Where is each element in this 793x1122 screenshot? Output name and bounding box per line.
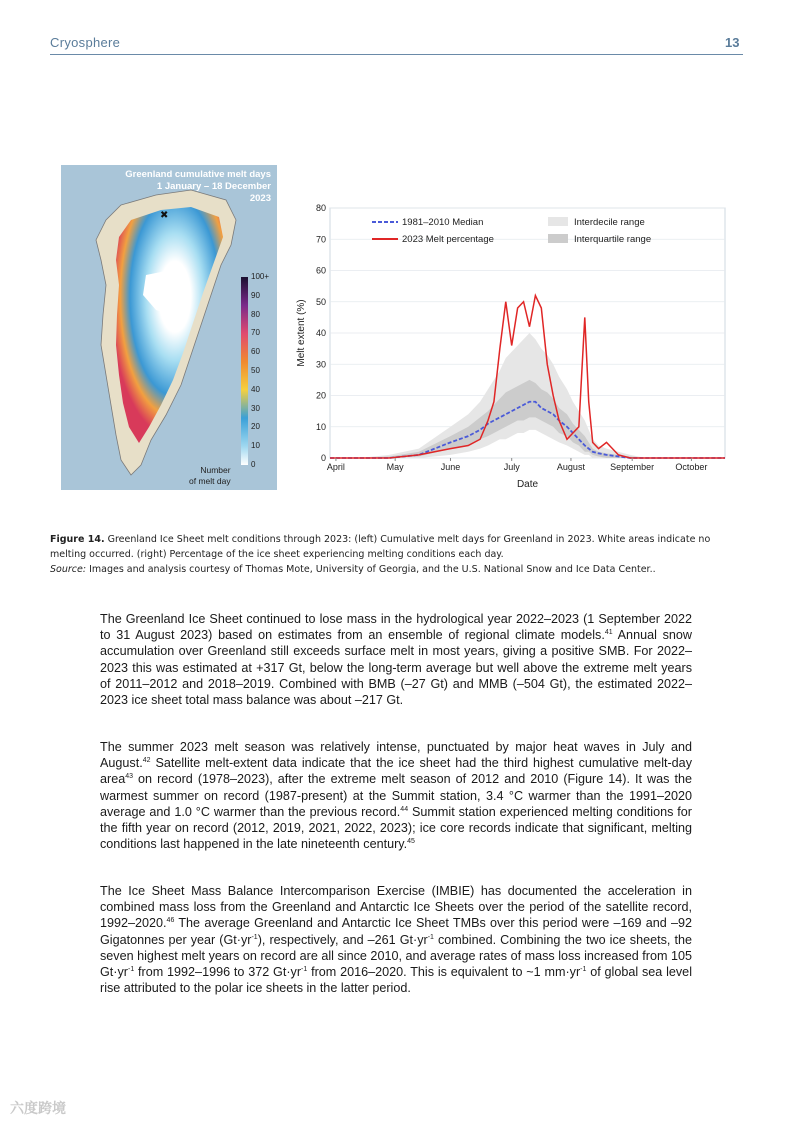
legend-2023-label: 2023 Melt percentage [402,234,494,245]
legend-tick-label: 0 [251,460,256,469]
y-tick-label: 20 [315,390,326,401]
legend-label-line-2: of melt day [189,476,231,486]
legend-tick-label: 50 [251,366,260,375]
x-tick-label: September [610,462,655,472]
x-axis-label: Date [516,479,539,490]
paragraph-2: The summer 2023 melt season was relatively intense, punctuated by major heat waves in July and August.$^{42}$ Satellite melt-extent data indicate that the ice sheet had the third highest cumulative melt-day area$^{43}$ on record (1978–2023), after the extreme melt season of 2012 and 2010 (Figure 14). It was the warmest summer on record (1987-present) at the Summit station, 3.4 °C warmer than the 1991–2020 average and 1.0 °C warmer than the previous record.$^{44}$ Summit station experienced melting conditions for the fifth year on record (2012, 2019, 2021, 2022, 2023); ice core records indicate that significant, melting conditions last happened in the late nineteenth century.$^{45}$ [100,740,692,852]
legend-label-line-1: Number [200,465,231,475]
y-tick-label: 10 [315,421,326,432]
legend-tick-label: 20 [251,422,260,432]
running-header-section: Cryosphere [50,35,121,50]
legend-tick-label: 60 [251,347,260,357]
figure-label: Figure 14. [50,534,105,545]
y-tick-label: 50 [315,296,326,307]
x-tick-label: April [326,462,345,472]
legend-interquartile-swatch [548,234,568,243]
figure-caption-text: Greenland Ice Sheet melt conditions through 2023: (left) Cumulative melt days for Greenland in 2023. White areas indicate no melting occurred. (right) Percentage of the ice sheet experiencing melting conditions each day. [50,534,711,560]
page-number: 13 [725,35,740,50]
greenland-melt-days-map [61,165,277,490]
legend-median-label: 1981–2010 Median [402,217,484,228]
y-axis-label: Melt extent (%) [296,299,307,367]
source-label: Source: [50,564,87,575]
y-tick-label: 0 [320,453,326,463]
legend-interdecile-label: Interdecile range [574,217,645,228]
y-tick-label: 30 [315,359,326,370]
map-title-line-1: Greenland cumulative melt days [125,169,271,180]
x-tick-label: August [556,462,585,472]
paragraph-3: The Ice Sheet Mass Balance Intercomparison Exercise (IMBIE) has documented the acceleration in combined mass loss from the Greenland and Antarctic Ice Sheets over the period of the satellite record, 1992–2020.46 The average Greenland and Antarctic Ice Sheet TMBs over this period were –169 and –92 Gigatonnes per year $(Gt\cdot yr^{-1})$, respectively, and –261 $Gt\cdot yr^{-1}$ combined. Combining the two ice sheets, the seven highest melt years on record are all since 2010, and average rates of mass loss increased from 105 $Gt\cdot yr^{-1}$ from 1992–1996 to 372 $Gt\cdot yr^{-1}$ from 2016–2020. This is equivalent to ~1 $mm\cdot yr^{-1}$ of global sea level rise attributed to the polar ice sheets in the latter period. [100,884,692,996]
legend-color-bar [241,277,248,465]
footnote-ref: 44 [400,805,409,813]
legend-tick-label: 40 [251,384,260,394]
map-graphic [61,165,277,490]
x-tick-label: July [503,462,520,472]
paragraph-1: The Greenland Ice Sheet continued to lose mass in the hydrological year 2022–2023 (1 September 2022 to 31 August 2023) based on estimates from an ensemble of regional climate models.$^{41}$ Annual snow accumulation over Greenland still exceeds surface melt in most years, giving a positive SMB. For 2022–2023 this was estimated at +317 Gt, below the long-term average but well above the extreme melt years of 2011–2012 and 2018–2019. Combined with BMB (–27 Gt) and MMB (–504 Gt), the estimated 2022–2023 ice sheet total mass balance was about –217 Gt. [100,612,692,708]
legend-tick-label: 10 [251,441,260,451]
x-tick-label: October [675,462,708,472]
figure-caption [50,532,743,577]
legend-interquartile-label: Interquartile range [574,234,652,245]
y-tick-label: 70 [315,234,326,245]
legend-tick-label: 80 [251,309,260,319]
source-text: Images and analysis courtesy of Thomas Mote, University of Georgia, and the U.S. National Snow and Ice Data Center.. [89,564,656,575]
legend-tick-label: 30 [251,403,260,413]
footnote-ref: 42 [142,757,151,765]
map-title-line-3: 2023 [249,193,271,204]
x-tick-label: June [440,462,461,472]
y-tick-label: 80 [315,203,326,213]
legend-label [189,465,231,487]
summit-station-marker: ✖ [160,210,169,221]
legend-tick-label: 70 [251,328,260,338]
y-tick-label: 60 [315,265,326,276]
watermark-logo: 六度跨境 [10,1100,66,1116]
melt-extent-chart-svg [290,200,730,495]
footnote-ref: 41 [604,629,613,637]
footnote-ref: 45 [407,838,415,846]
x-tick-label: May [386,462,404,472]
map-title [125,169,271,205]
header-divider [50,54,743,55]
legend-tick-label: 100+ [251,272,270,281]
map-title-line-2: 1 January – 18 December [156,181,271,192]
legend-interdecile-swatch [548,217,568,226]
melt-extent-chart [290,200,730,495]
footnote-ref: 46 [166,917,175,925]
footnote-ref: 43 [125,773,134,781]
y-tick-label: 40 [315,328,326,338]
legend-tick-label: 90 [251,290,260,300]
